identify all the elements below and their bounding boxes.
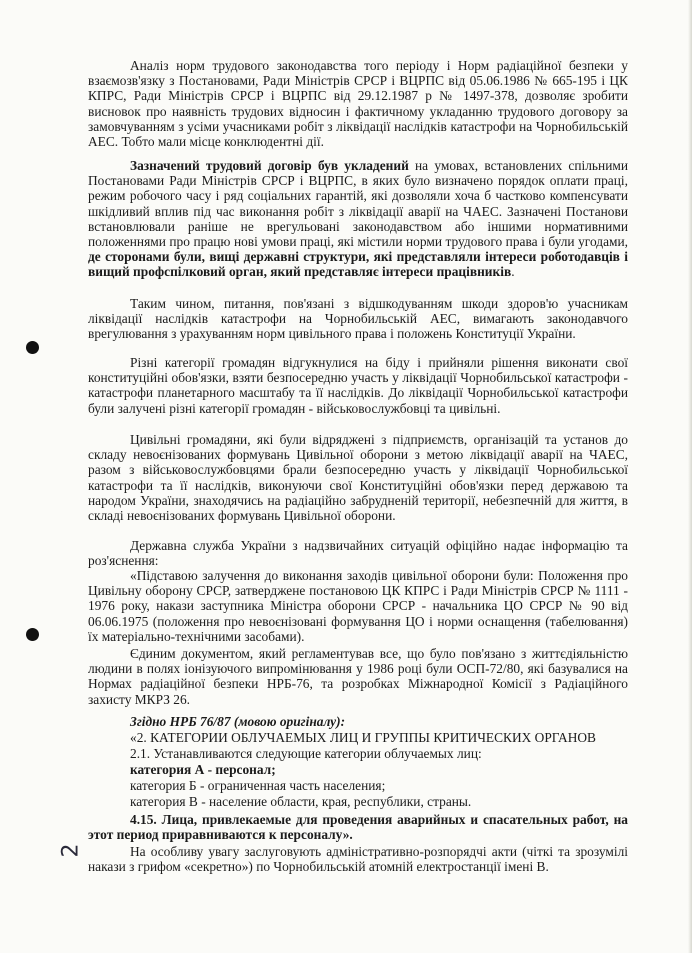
quote-category-a: категория А - персонал; [130,762,276,777]
quote-4-15: 4.15. Лица, привлекаемые для проведения аварийных и спасательных работ, на этот период приравниваются к персоналу». [88,812,628,843]
paragraph-tail: . [511,264,515,280]
quote-category-v: категория В - население области, края, республики, страны. [130,794,472,809]
heading-nrb: Згідно НРБ 76/87 (мовою оригіналу): [130,714,346,729]
bold-lead: Зазначений трудовий договір був укладений [130,158,409,173]
quote-categories-title: «2. КАТЕГОРИИ ОБЛУЧАЕМЫХ ЛИЦ И ГРУППЫ КРИТИЧЕСКИХ ОРГАНОВ [130,730,596,745]
paragraph-labor-contract [88,158,628,280]
paragraph-dsns-info: Державна служба України з надзвичайних ситуацій офіційно надає інформацію та роз'яснення: [88,538,628,569]
quote-category-b: категория Б - ограниченная часть населения; [130,778,386,793]
punch-hole-bottom [26,628,39,641]
paragraph-conclusion: Таким чином, питання, пов'язані з відшкодуванням шкоди здоров'ю учасникам ліквідації наслідків катастрофи на Чорнобильській АЕС, вимагають законодавчого врегулювання з урахуванням норм цивільного права і положень Конституції України. [88,296,628,342]
paragraph-analysis: Аналіз норм трудового законодавства того періоду і Норм радіаційної безпеки у взаємозв'язку з Постановами, Ради Міністрів СРСР і ВЦРПС від 05.06.1986 № 665-195 і ЦК КПРС, Ради Міністрів СРСР і ВЦРПС від 29.12.1987 р № 1497-378, дозволяє зробити висновок про наявність трудових відносин і фактичному укладанню трудового договору за замовчуванням з усіми учасниками робіт з ліквідації наслідків катастрофи на Чорнобильській АЕС. Тобто мали місце конклюдентні дії. [88,58,628,150]
bold-parties: де сторонами були, вищі державні структури, які представляли інтереси роботодавців і вищий профспілковий орган, який представляє інтереси працівників [88,249,628,280]
paragraph-body: на умовах, встановлених спільними Постановами Ради Міністрів СРСР і ВЦРПС, в яких було визначено порядок оплати праці, режим робочого часу і ряд соціальних гарантій, які дозволяли хоча б частково компенсувати шкідливий вплив під час виконання робіт з ліквідації аварії на ЧАЕС. Зазначені Постанови встановлювали раніше не врегульовані законодавством або іншими нормативними положеннями про працю нові умови праці, які містили норми трудового права і були угодами, [88,158,628,250]
paragraph-civilians: Цивільні громадяни, які були відряджені з підприємств, організацій та установ до складу невоєнізованих формувань Цивільної оборони з метою ліквідації аварії на ЧАЕС, разом з військовослужбовцями брали безпосередню участь у ліквідації Чорнобильської катастрофи та її наслідків, виконуючи свої Конституційні обов'язки перед державою та народом України, знаходячись на радіаційно забрудненій території, небезпечній для життя, в складі невоєнізованих формувань Цивільної оборони. [88,432,628,524]
paragraph-quote-basis: «Підставою залучення до виконання заходів цивільної оборони були: Положення про Цивільну оборону СРСР, затверджене постановою ЦК КПРС і Ради Міністрів СРСР № 1111 - 1976 року, накази заступника Міністра оборони СРСР - начальника ЦО СРСР № 90 від 06.06.1975 (положення про невоєнізовані формування ЦО і норми оснащення (табелювання) їх матеріально-технічними засобами). [88,568,628,644]
paragraph-citizen-categories: Різні категорії громадян відгукнулися на біду і прийняли рішення виконати свої конституційні обов'язки, взяти безпосередню участь у ліквідації Чорнобильської катастрофи - катастрофи планетарного масштабу та її наслідків. До ліквідації Чорнобильської катастрофи були залучені різні категорії громадян - військовослужбовці та цивільні. [88,355,628,416]
punch-hole-top [26,341,39,354]
paragraph-orders: На особливу увагу заслуговують адміністративно-розпорядчі акти (чіткі та зрозумілі накази з грифом «секретно») по Чорнобильській атомній електростанції імені В. [88,844,628,875]
paragraph-osp: Єдиним документом, який регламентував все, що було пов'язано з життєдіяльністю людини в полях іонізуючого випромінювання у 1986 році були ОСП-72/80, які базувалися на Нормах радіаційної безпеки НРБ-76, та розробках Міжнародної Комісії з Радіаційного захисту МКРЗ 26. [88,646,628,707]
page-number: 2 [58,843,84,858]
page-edge-shadow [688,0,692,953]
quote-2-1: 2.1. Устанавливаются следующие категории облучаемых лиц: [130,746,482,761]
